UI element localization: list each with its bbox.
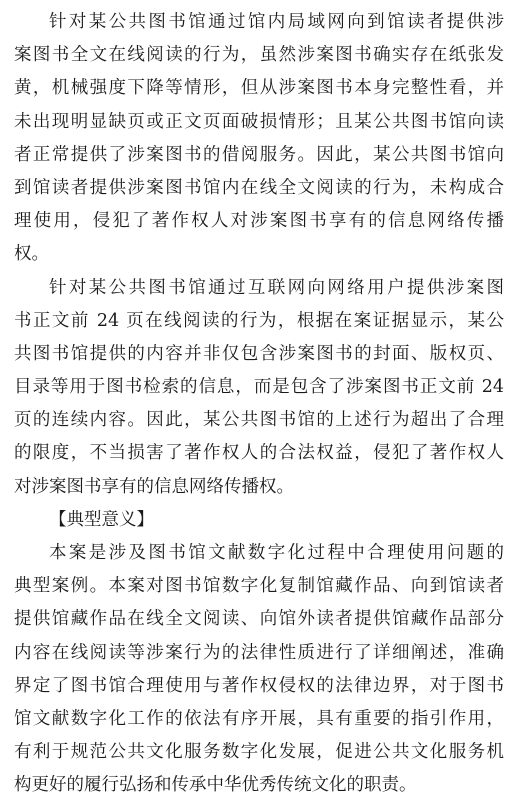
text-line: 内容在线阅读等涉案行为的法律性质进行了详细阐述，准确 (14, 642, 504, 663)
text-line: 目录等用于图书检索的信息，而是包含了涉案图书正文前 24 (14, 377, 504, 398)
text-line: 有利于规范公共文化服务数字化发展，促进公共文化服务机 (14, 742, 504, 763)
section-heading: 【典型意义】 (49, 509, 154, 530)
text-line: 构更好的履行弘扬和传承中华优秀传统文化的职责。 (14, 775, 417, 796)
text-line: 典型案例。本案对图书馆数字化复制馆藏作品、向到馆读者 (14, 576, 504, 597)
text-line: 针对某公共图书馆通过馆内局域网向到馆读者提供涉 (49, 12, 504, 32)
text-line: 对涉案图书享有的信息网络传播权。 (14, 476, 294, 497)
text-line: 黄，机械强度下降等情形，但从涉案图书本身完整性看，并 (14, 78, 504, 99)
text-line: 权。 (14, 244, 49, 265)
text-line: 界定了图书馆合理使用与著作权侵权的法律边界，对于图书 (14, 675, 504, 696)
text-line: 书正文前 24 页在线阅读的行为，根据在案证据显示，某公 (14, 310, 504, 331)
paragraph-significance (14, 537, 504, 803)
text-line: 本案是涉及图书馆文献数字化过程中合理使用问题的 (49, 543, 504, 563)
text-line: 页的连续内容。因此，某公共图书馆的上述行为超出了合理 (14, 410, 504, 431)
text-line: 的限度，不当损害了著作权人的合法权益，侵犯了著作权人 (14, 443, 504, 464)
text-line: 未出现明显缺页或正文页面破损情形；且某公共图书馆向读 (14, 111, 504, 132)
text-line: 提供馆藏作品在线全文阅读、向馆外读者提供馆藏作品部分 (14, 609, 504, 630)
text-line: 理使用，侵犯了著作权人对涉案图书享有的信息网络传播 (14, 211, 504, 232)
text-line: 到馆读者提供涉案图书馆内在线全文阅读的行为，未构成合 (14, 177, 504, 198)
text-line: 案图书全文在线阅读的行为，虽然涉案图书确实存在纸张发 (14, 45, 504, 66)
paragraph-internet-reading (14, 272, 504, 504)
text-line: 针对某公共图书馆通过互联网向网络用户提供涉案图 (49, 277, 504, 298)
text-line: 共图书馆提供的内容并非仅包含涉案图书的封面、版权页、 (14, 343, 504, 364)
text-line: 馆文献数字化工作的依法有序开展，具有重要的指引作用， (14, 708, 504, 729)
text-line: 者正常提供了涉案图书的借阅服务。因此，某公共图书馆向 (14, 144, 504, 165)
paragraph-lan-reading (14, 6, 504, 272)
document-page (14, 6, 504, 803)
